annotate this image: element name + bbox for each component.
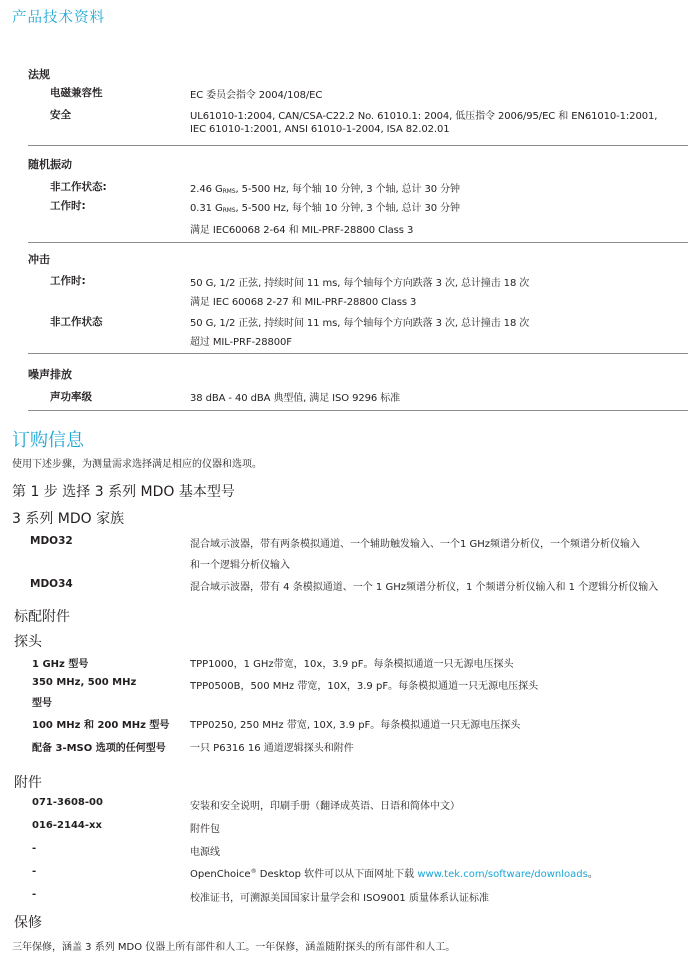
vibration-note: 满足 IEC60068 2-64 和 MIL-PRF-28800 Class 3 (190, 225, 414, 236)
shock-op-value: 50 G, 1/2 正弦, 持续时间 11 ms, 每个轴每个方向跌落 3 次, 总计撞击 18 次 (190, 278, 530, 289)
accessory-desc: 安装和安全说明，印刷手册（翻译成英语、日语和简体中文） (190, 801, 460, 812)
download-link[interactable]: www.tek.com/software/downloads (417, 869, 588, 880)
model-name: MDO32 (30, 535, 73, 547)
regulations-category: 法规 (28, 68, 50, 81)
accessory-desc: 电源线 (190, 847, 220, 858)
probe-label: 配备 3-MSO 选项的任何型号 (32, 743, 166, 754)
divider (28, 410, 688, 411)
warranty-heading: 保修 (14, 915, 42, 931)
accessories-heading: 附件 (14, 775, 42, 791)
emc-label: 电磁兼容性 (50, 87, 103, 99)
divider (28, 242, 688, 243)
vibration-nonop-value: 2.46 $G_{RMS}$, 5-500 Hz, 每个轴 10 分钟, 3 个轴, 总计 30 分钟 (190, 184, 460, 195)
shock-op-note: 满足 IEC 60068 2-27 和 MIL-PRF-28800 Class 3 (190, 297, 417, 308)
accessory-part: 016-2144-xx (32, 820, 102, 831)
probe-value: TPP0500B，500 MHz 带宽，10X，3.9 pF。每条模拟通道一只无源电压探头 (190, 681, 539, 692)
accessory-part: - (32, 889, 37, 900)
vibration-op-label: 工作时: (50, 200, 86, 212)
warranty-text: 三年保修，涵盖 3 系列 MDO 仪器上所有部件和人工。一年保修，涵盖随附探头的所有部件和人工。 (12, 942, 456, 953)
probe-value: TPP1000，1 GHz带宽，10x，3.9 pF。每条模拟通道一只无源电压探头 (190, 659, 514, 670)
accessory-part: - (32, 866, 37, 877)
accessory-desc: OpenChoice® Desktop 软件可以从下面网址下载 www.tek.com/software/downloads。 (190, 868, 598, 880)
accessory-part: 071-3608-00 (32, 797, 103, 808)
probe-value: 一只 P6316 16 通道逻辑探头和附件 (190, 743, 354, 754)
model-desc-line2: 和一个逻辑分析仪输入 (190, 560, 290, 571)
shock-nonop-note: 超过 MIL-PRF-28800F (190, 337, 292, 348)
accessory-desc: 校准证书，可溯源美国国家计量学会和 ISO9001 质量体系认证标准 (190, 893, 489, 904)
divider (28, 353, 688, 354)
family-heading: 3 系列 MDO 家族 (12, 511, 125, 527)
shock-category: 冲击 (28, 253, 50, 266)
page-header-title: 产品技术资料 (12, 10, 105, 26)
probe-label: 100 MHz 和 200 MHz 型号 (32, 720, 170, 731)
vibration-op-value: 0.31 $G_{RMS}$, 5-500 Hz, 每个轴 10 分钟, 3 个轴, 总计 30 分钟 (190, 203, 460, 214)
step1-heading: 第 1 步 选择 3 系列 MDO 基本型号 (12, 484, 235, 500)
probe-label-line2: 型号 (32, 698, 52, 709)
probe-value: TPP0250, 250 MHz 带宽, 10X, 3.9 pF。每条模拟通道一只无源电压探头 (190, 720, 521, 731)
safety-value-line1: UL61010-1:2004, CAN/CSA-C22.2 No. 61010.1: 2004, 低压指令 2006/95/EC 和 EN61010-1:2001, (190, 111, 658, 122)
model-name: MDO34 (30, 578, 73, 590)
standard-accessories-heading: 标配附件 (14, 609, 70, 625)
shock-nonop-value: 50 G, 1/2 正弦, 持续时间 11 ms, 每个轴每个方向跌落 3 次, 总计撞击 18 次 (190, 318, 530, 329)
safety-value-line2: IEC 61010-1:2001, ANSI 61010-1-2004, ISA 82.02.01 (190, 124, 450, 135)
probe-label: 1 GHz 型号 (32, 659, 89, 670)
vibration-category: 随机振动 (28, 158, 72, 171)
ordering-title: 订购信息 (12, 430, 84, 451)
emc-value: EC 委员会指令 2004/108/EC (190, 90, 323, 101)
probe-label-line1: 350 MHz, 500 MHz (32, 677, 137, 688)
shock-nonop-label: 非工作状态 (50, 316, 103, 328)
vibration-nonop-label: 非工作状态: (50, 181, 107, 193)
noise-value: 38 dBA - 40 dBA 典型值, 满足 ISO 9296 标准 (190, 393, 401, 404)
accessory-part: - (32, 843, 37, 854)
divider (28, 145, 688, 146)
probes-heading: 探头 (14, 634, 42, 650)
shock-op-label: 工作时: (50, 275, 86, 287)
noise-label: 声功率级 (50, 391, 92, 403)
accessory-desc: 附件包 (190, 824, 220, 835)
model-desc-line1: 混合域示波器，带有 4 条模拟通道、一个 1 GHz频谱分析仪，1 个频谱分析仪输入和 1 个逻辑分析仪输入 (190, 582, 659, 593)
ordering-intro: 使用下述步骤，为测量需求选择满足相应的仪器和选项。 (12, 459, 262, 470)
model-desc-line1: 混合域示波器，带有两条模拟通道、一个辅助触发输入、一个1 GHz频谱分析仪，一个频谱分析仪输入 (190, 539, 641, 550)
safety-label: 安全 (50, 109, 71, 121)
noise-category: 噪声排放 (28, 368, 72, 381)
